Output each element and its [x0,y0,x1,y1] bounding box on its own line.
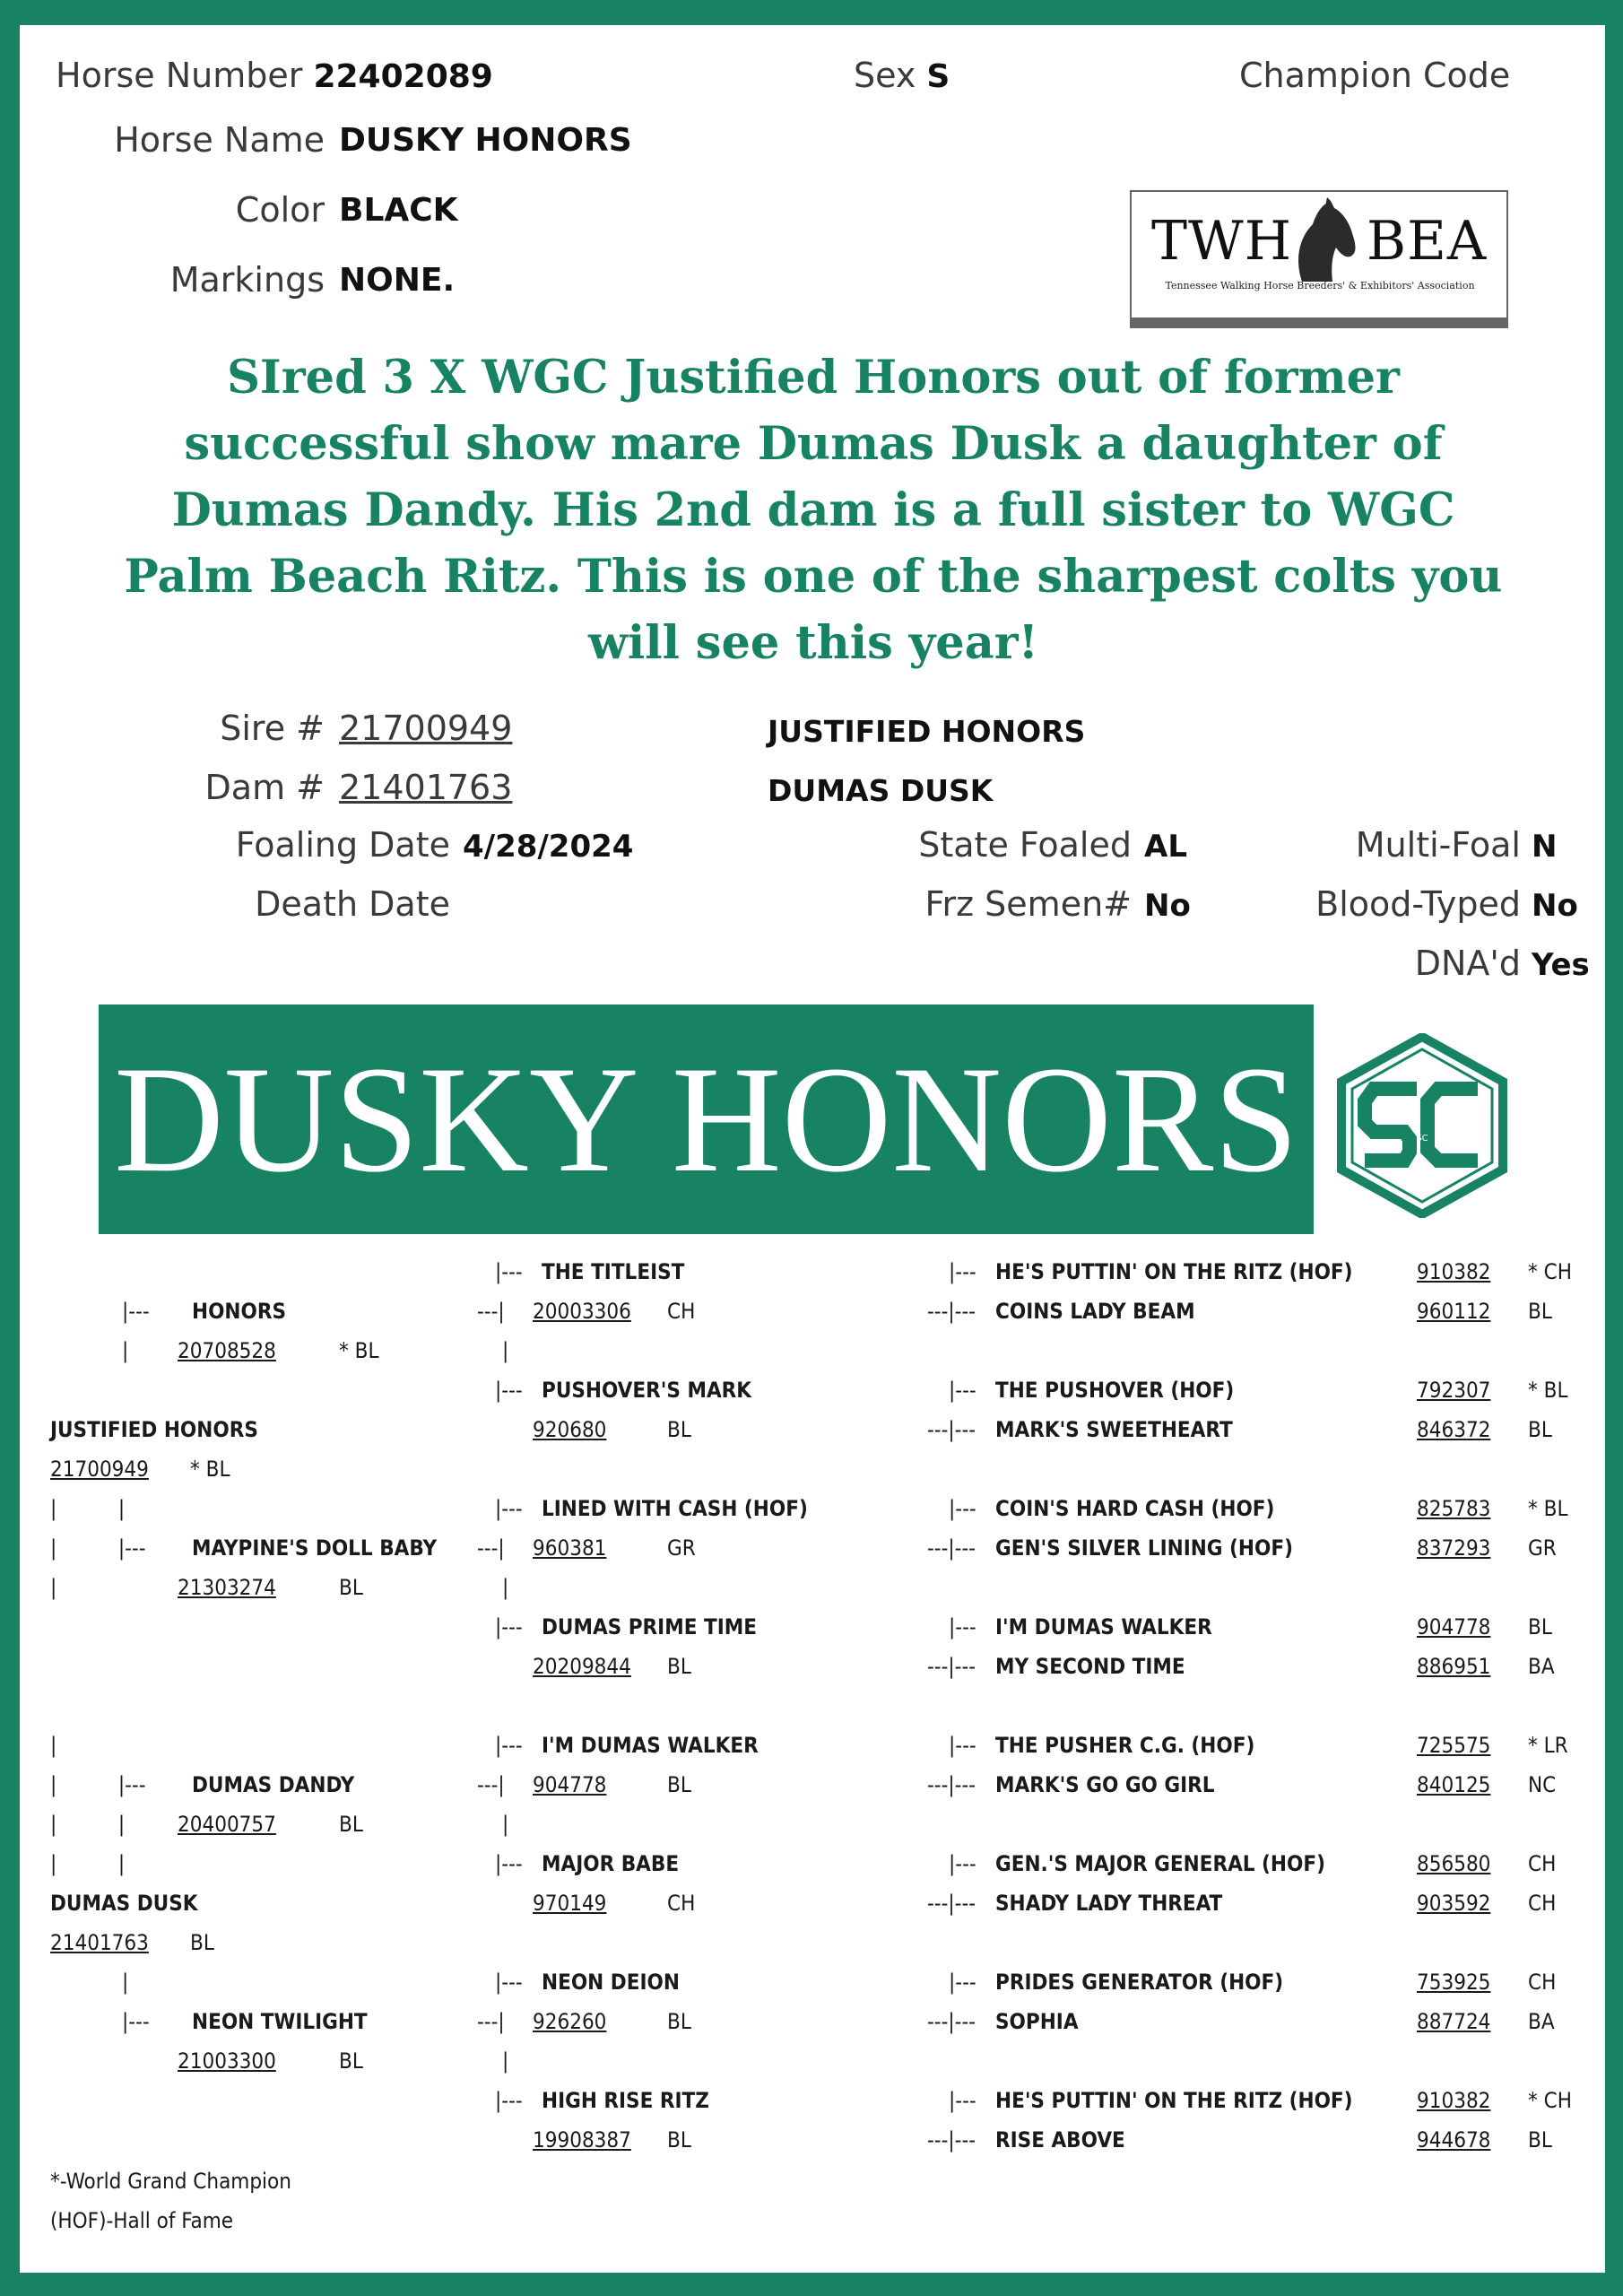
g2-code: BL [339,1812,363,1837]
connector: |--- [949,1614,976,1639]
g2-name: HONORS [192,1299,287,1324]
g4-code: * BL [1528,1496,1568,1521]
g3-name: NEON DEION [542,1970,680,1995]
g2-name: MAYPINE'S DOLL BABY [192,1535,438,1561]
g4-reg-link[interactable]: 725575 [1417,1733,1491,1758]
g4-reg-link[interactable]: 753925 [1417,1970,1491,1995]
g4-name: PRIDES GENERATOR (HOF) [995,1970,1284,1995]
g3-reg-link[interactable]: 20003306 [533,1299,631,1324]
connector: | | [50,1851,126,1876]
g2-code: BL [339,1575,363,1600]
foaling-date-value: 4/28/2024 [463,829,634,865]
sire-label: Sire # [220,709,325,748]
frz-semen-label: Frz Semen# [924,884,1132,924]
g4-name: COIN'S HARD CASH (HOF) [995,1496,1275,1521]
connector: |--- [495,2088,523,2113]
g3-name: I'M DUMAS WALKER [542,1733,759,1758]
g3-code: CH [667,1299,696,1324]
horse-number-row [56,56,493,95]
horse-name-banner: DUSKY HONORS [99,1004,1314,1234]
sc-monogram-icon [1334,1033,1510,1218]
g4-code: BL [1528,1614,1552,1639]
connector: |--- [495,1259,523,1284]
connector: ---|--- [927,1535,976,1561]
g4-code: CH [1528,1970,1557,1995]
g3-name: PUSHOVER'S MARK [542,1378,752,1403]
connector: | [502,2048,509,2074]
logo-tagline: Tennessee Walking Horse Breeders' & Exhibitors' Association [1165,280,1475,291]
legend-wgc: *-World Grand Champion [50,2169,291,2194]
g3-reg-link[interactable]: 20209844 [533,1654,631,1679]
legend-hof: (HOF)-Hall of Fame [50,2208,234,2233]
g4-code: CH [1528,1851,1557,1876]
g4-name: GEN'S SILVER LINING (HOF) [995,1535,1293,1561]
g4-reg-link[interactable]: 792307 [1417,1378,1491,1403]
g3-code: GR [667,1535,696,1561]
g3-reg-link[interactable]: 904778 [533,1772,607,1797]
g3-reg-link[interactable]: 970149 [533,1891,607,1916]
connector: |--- [949,2088,976,2113]
connector: ---| [477,1535,505,1561]
multi-foal-value: N [1532,829,1558,865]
connector: ---|--- [927,1417,976,1442]
g4-code: BA [1528,2009,1555,2034]
horse-number-label: Horse Number [56,56,303,95]
connector: |--- [495,1614,523,1639]
g4-name: RISE ABOVE [995,2127,1125,2152]
connector: |--- [949,1733,976,1758]
g3-code: BL [667,1772,691,1797]
connector: | |--- [50,1535,146,1561]
g4-code: BL [1528,1299,1552,1324]
registration-sheet [20,25,1605,2273]
g4-name: GEN.'S MAJOR GENERAL (HOF) [995,1851,1325,1876]
connector: | [122,1338,129,1363]
g2-code: BL [339,2048,363,2074]
g3-reg-link[interactable]: 920680 [533,1417,607,1442]
g4-name: MARK'S GO GO GIRL [995,1772,1215,1797]
sire-code: * BL [190,1457,230,1482]
connector: |--- [495,1496,523,1521]
g3-reg-link[interactable]: 926260 [533,2009,607,2034]
g4-name: THE PUSHER C.G. (HOF) [995,1733,1255,1758]
logo-text-right: BEA [1367,210,1488,273]
connector: ---| [477,1299,505,1324]
horse-name-label: Horse Name [114,120,325,160]
g4-reg-link[interactable]: 910382 [1417,2088,1491,2113]
connector: ---|--- [927,1772,976,1797]
connector: |--- [949,1378,976,1403]
connector: ---|--- [927,2009,976,2034]
connector: | [502,1338,509,1363]
g4-name: SHADY LADY THREAT [995,1891,1223,1916]
g4-name: HE'S PUTTIN' ON THE RITZ (HOF) [995,1259,1353,1284]
connector: |--- [949,1970,976,1995]
connector: | | [50,1812,126,1837]
g4-reg-link[interactable]: 837293 [1417,1535,1491,1561]
g4-code: GR [1528,1535,1557,1561]
twhbea-logo [1130,190,1508,319]
g4-reg-link[interactable]: 846372 [1417,1417,1491,1442]
g4-reg-link[interactable]: 840125 [1417,1772,1491,1797]
g4-reg-link[interactable]: 944678 [1417,2127,1491,2152]
g4-code: * LR [1528,1733,1568,1758]
sire-name: JUSTIFIED HONORS [50,1417,258,1442]
connector: |--- [495,1378,523,1403]
death-date-label: Death Date [255,884,450,924]
logo-underline [1130,317,1508,328]
frz-semen-value: No [1144,888,1191,924]
sex-row [854,56,950,95]
connector: | | [50,1496,126,1521]
connector: ---| [477,1772,505,1797]
dam-number-link[interactable]: 21401763 [339,768,513,807]
connector: ---|--- [927,1654,976,1679]
horse-number-value: 22402089 [313,58,493,95]
description-blurb: SIred 3 X WGC Justified Honors out of former successful show mare Dumas Dusk a daughter of Dumas Dandy. His 2nd dam is a full sister to WGC Palm Beach Ritz. This is one of the sharpest colts you will see this year! [124,351,1503,670]
g4-name: THE PUSHOVER (HOF) [995,1378,1235,1403]
blood-typed-value: No [1532,888,1578,924]
sc-monogram-text: SC [1416,1134,1428,1144]
g4-name: COINS LADY BEAM [995,1299,1195,1324]
horse-head-icon [1286,197,1363,283]
g4-reg-link[interactable]: 886951 [1417,1654,1491,1679]
foaling-date-label: Foaling Date [235,825,450,865]
dam-reg-link[interactable]: 21401763 [50,1930,149,1955]
connector: |--- [949,1496,976,1521]
champion-code-label: Champion Code [1239,56,1511,95]
g4-reg-link[interactable]: 825783 [1417,1496,1491,1521]
connector: | [50,1575,57,1600]
g4-code: CH [1528,1891,1557,1916]
color-label: Color [235,190,325,230]
g3-code: BL [667,1417,691,1442]
g3-reg-link[interactable]: 960381 [533,1535,607,1561]
connector: | [502,1575,509,1600]
g2-reg-link[interactable]: 21303274 [178,1575,276,1600]
connector: |--- [122,1299,150,1324]
g2-reg-link[interactable]: 21003300 [178,2048,276,2074]
connector: | [122,1970,129,1995]
connector: ---|--- [927,1299,976,1324]
sex-label: Sex [854,56,916,95]
connector: |--- [949,1851,976,1876]
g2-reg-link[interactable]: 20400757 [178,1812,276,1837]
connector: | [502,1812,509,1837]
g2-name: NEON TWILIGHT [192,2009,368,2034]
dam-name: DUMAS DUSK [50,1891,198,1916]
g4-reg-link[interactable]: 856580 [1417,1851,1491,1876]
g3-code: BL [667,2009,691,2034]
connector: |--- [949,1259,976,1284]
g4-reg-link[interactable]: 910382 [1417,1259,1491,1284]
markings-label: Markings [169,260,325,300]
state-foaled-label: State Foaled [918,825,1132,865]
g3-code: BL [667,1654,691,1679]
g3-name: MAJOR BABE [542,1851,680,1876]
connector: ---| [477,2009,505,2034]
connector: ---|--- [927,2127,976,2152]
blood-typed-label: Blood-Typed [1315,884,1521,924]
g4-reg-link[interactable]: 904778 [1417,1614,1491,1639]
g4-name: HE'S PUTTIN' ON THE RITZ (HOF) [995,2088,1353,2113]
g4-code: * CH [1528,2088,1572,2113]
connector: |--- [495,1851,523,1876]
g4-name: MARK'S SWEETHEART [995,1417,1233,1442]
sire-reg-link[interactable]: 21700949 [50,1457,149,1482]
connector: | |--- [50,1772,146,1797]
connector: ---|--- [927,1891,976,1916]
g4-code: BA [1528,1654,1555,1679]
sire-number-link[interactable]: 21700949 [339,709,513,748]
g3-code: BL [667,2127,691,2152]
g3-name: THE TITLEIST [542,1259,685,1284]
g2-name: DUMAS DANDY [192,1772,355,1797]
g4-reg-link[interactable]: 887724 [1417,2009,1491,2034]
state-foaled-value: AL [1144,829,1187,865]
g4-name: I'M DUMAS WALKER [995,1614,1212,1639]
g4-code: * BL [1528,1378,1568,1403]
g3-reg-link[interactable]: 19908387 [533,2127,631,2152]
dam-code: BL [190,1930,214,1955]
sex-value: S [926,58,950,95]
g4-reg-link[interactable]: 960112 [1417,1299,1491,1324]
multi-foal-label: Multi-Foal [1355,825,1521,865]
g4-code: BL [1528,1417,1552,1442]
g3-name: DUMAS PRIME TIME [542,1614,757,1639]
g2-code: * BL [339,1338,379,1363]
g3-name: HIGH RISE RITZ [542,2088,709,2113]
sire-name: JUSTIFIED HONORS [768,714,1086,749]
color-value: BLACK [339,192,458,229]
logo-text-left: TWH [1151,210,1293,273]
horse-name-value: DUSKY HONORS [339,122,632,159]
g4-name: MY SECOND TIME [995,1654,1185,1679]
g3-code: CH [667,1891,696,1916]
g3-name: LINED WITH CASH (HOF) [542,1496,808,1521]
g4-code: * CH [1528,1259,1572,1284]
g4-name: SOPHIA [995,2009,1079,2034]
dam-name: DUMAS DUSK [768,773,994,808]
g4-reg-link[interactable]: 903592 [1417,1891,1491,1916]
connector: | [50,1733,57,1758]
g4-code: BL [1528,2127,1552,2152]
connector: |--- [495,1970,523,1995]
g4-code: NC [1528,1772,1557,1797]
dnad-value: Yes [1532,947,1590,983]
g2-reg-link[interactable]: 20708528 [178,1338,276,1363]
dnad-label: DNA'd [1414,944,1521,983]
markings-value: NONE. [339,262,456,299]
connector: |--- [122,2009,150,2034]
connector: |--- [495,1733,523,1758]
dam-label: Dam # [204,768,325,807]
